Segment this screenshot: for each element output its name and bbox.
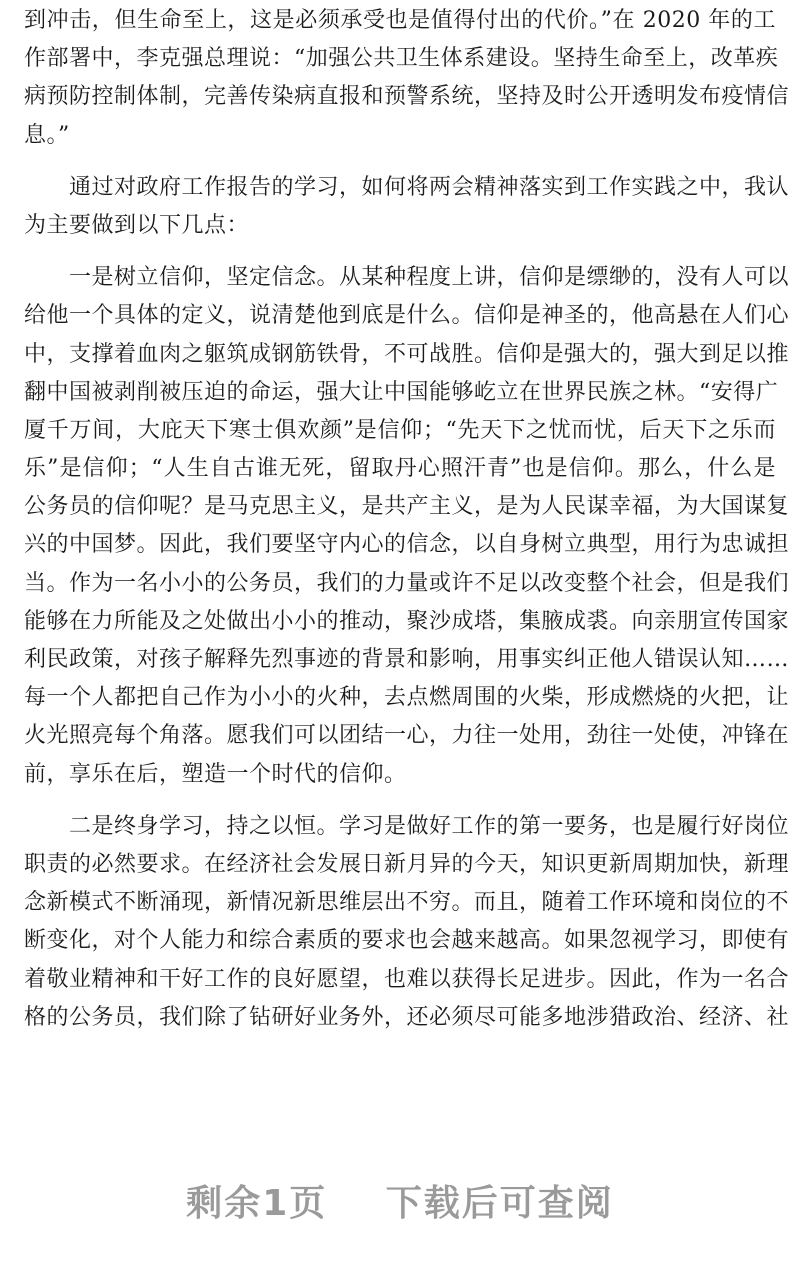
document-body xyxy=(24,0,790,1037)
text-line: 通过对政府工作报告的学习，如何将两会精神落实到工作实践之中，我认 xyxy=(24,174,790,200)
text-line: 着敬业精神和干好工作的良好愿望，也难以获得长足进步。因此，作为一名合 xyxy=(24,966,790,992)
text-line: 为主要做到以下几点： xyxy=(24,212,250,238)
text-line: 中，支撑着血肉之躯筑成钢筋铁骨，不可战胜。信仰是强大的，强大到足以推 xyxy=(24,341,790,367)
remaining-pages-label: 剩余1页 xyxy=(186,1183,328,1224)
text-line: 念新模式不断涌现，新情况新思维层出不穷。而且，随着工作环境和岗位的不 xyxy=(24,890,790,916)
text-line: 二是终身学习，持之以恒。学习是做好工作的第一要务，也是履行好岗位 xyxy=(24,813,790,839)
text-line: 格的公务员，我们除了钻研好业务外，还必须尽可能多地涉猎政治、经济、社 xyxy=(24,1004,790,1030)
text-line: 火光照亮每个角落。愿我们可以团结一心，力往一处用，劲往一处使，冲锋在 xyxy=(24,723,790,749)
text-line: 乐”是信仰；“人生自古谁无死，留取丹心照汗青”也是信仰。那么，什么是 xyxy=(24,456,776,482)
text-line: 兴的中国梦。因此，我们要坚守内心的信念，以自身树立典型，用行为忠诚担 xyxy=(24,532,790,558)
download-prompt[interactable] xyxy=(0,1175,800,1226)
text-line: 前，享乐在后，塑造一个时代的信仰。 xyxy=(24,761,407,787)
text-line: 公务员的信仰呢？是马克思主义，是共产主义，是为人民谋幸福，为大国谋复 xyxy=(24,494,790,520)
text-line: 断变化，对个人能力和综合素质的要求也会越来越高。如果忽视学习，即使有 xyxy=(24,928,790,954)
text-line: 厦千万间，大庇天下寒士俱欢颜”是信仰；“先天下之忧而忧，后天下之乐而 xyxy=(24,417,776,443)
paragraph-3 xyxy=(24,259,790,794)
text-line: 职责的必然要求。在经济社会发展日新月异的今天，知识更新周期加快，新理 xyxy=(24,851,790,877)
text-line: 作部署中，李克强总理说：“加强公共卫生体系建设。坚持生命至上，改革疾 xyxy=(24,46,779,72)
text-line: 利民政策，对孩子解释先烈事迹的背景和影响，用事实纠正他人错误认知…… xyxy=(24,647,790,672)
text-line: 一是树立信仰，坚定信念。从某种程度上讲，信仰是缥缈的，没有人可以 xyxy=(24,265,790,291)
paragraph-4 xyxy=(24,808,790,1037)
text-line: 给他一个具体的定义，说清楚他到底是什么。信仰是神圣的，他高悬在人们心 xyxy=(24,303,790,329)
text-line: 能够在力所能及之处做出小小的推动，聚沙成塔，集腋成裘。向亲朋宣传国家 xyxy=(24,608,790,634)
text-line: 每一个人都把自己作为小小的火种，去点燃周围的火柴，形成燃烧的火把，让 xyxy=(24,685,790,711)
text-line: 到冲击，但生命至上，这是必须承受也是值得付出的代价。”在 2020 年的工 xyxy=(24,8,776,33)
paragraph-2 xyxy=(24,169,790,245)
paragraph-1 xyxy=(24,2,790,155)
text-line: 息。” xyxy=(24,122,70,148)
text-line: 当。作为一名小小的公务员，我们的力量或许不足以改变整个社会，但是我们 xyxy=(24,570,790,596)
download-to-view-label: 下载后可查阅 xyxy=(385,1183,614,1224)
text-line: 病预防控制体制，完善传染病直报和预警系统，坚持及时公开透明发布疫情信 xyxy=(24,84,790,110)
text-line: 翻中国被剥削被压迫的命运，强大让中国能够屹立在世界民族之林。“安得广 xyxy=(24,379,779,405)
